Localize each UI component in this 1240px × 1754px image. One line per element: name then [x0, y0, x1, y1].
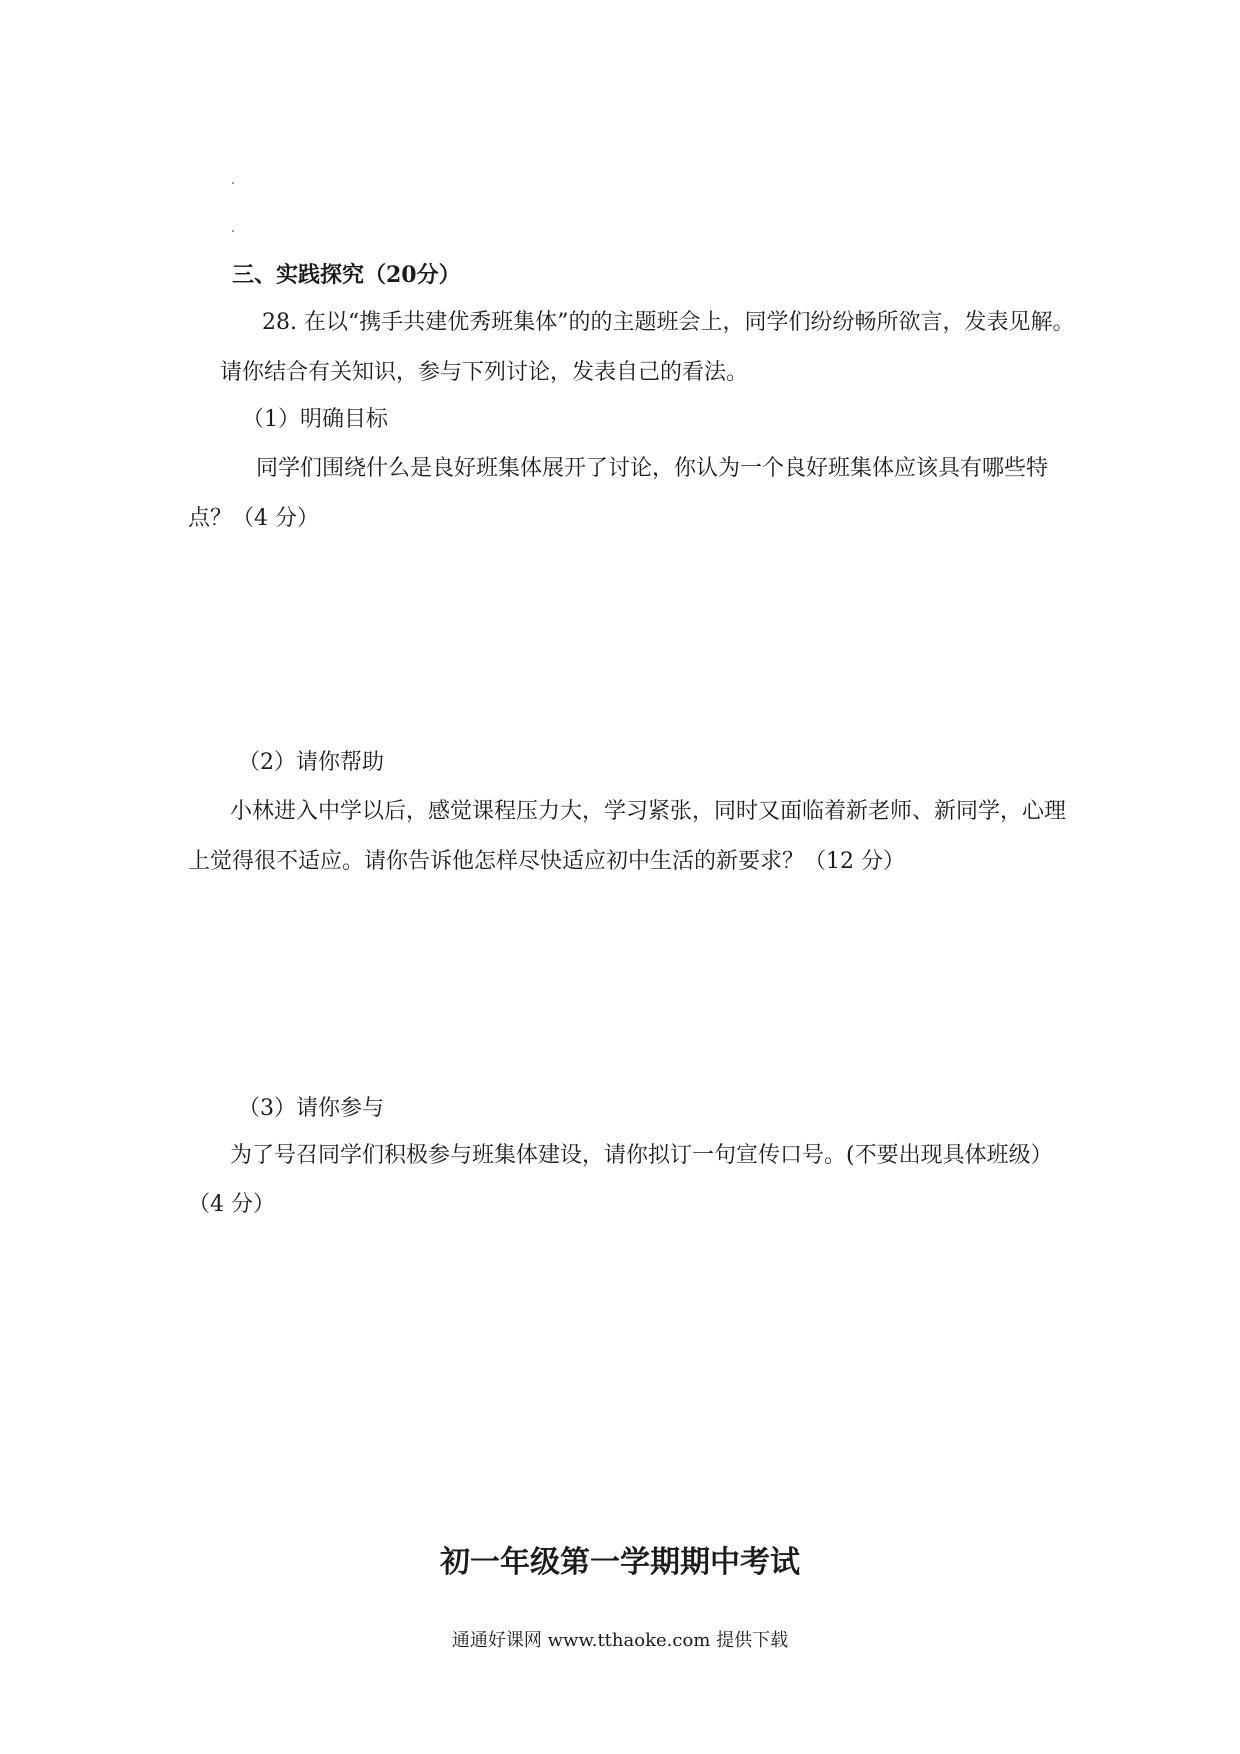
part-2-text-line-2: 上觉得很不适应。请你告诉他怎样尽快适应初中生活的新要求？（12 分） [188, 849, 905, 874]
part-1-text-line-1: 同学们围绕什么是良好班集体展开了讨论，你认为一个良好班集体应该具有哪些特 [256, 456, 1049, 481]
part-2-label: （2）请你帮助 [238, 750, 384, 775]
section-heading: 三、实践探究（20分） [232, 262, 461, 288]
scan-speck [232, 230, 234, 232]
question-28-intro-line-2: 请你结合有关知识，参与下列讨论，发表自己的看法。 [220, 360, 749, 385]
question-28-intro-line-1: 28. 在以“携手共建优秀班集体”的的主题班会上，同学们纷纷畅所欲言，发表见解。 [262, 310, 1075, 335]
part-1-text-line-2: 点？（4 分） [188, 506, 319, 531]
part-3-text-line-2: （4 分） [188, 1192, 275, 1217]
scan-speck [232, 182, 234, 184]
part-1-label: （1）明确目标 [242, 407, 388, 432]
part-2-text-line-1: 小林进入中学以后，感觉课程压力大，学习紧张，同时又面临着新老师、新同学，心理 [230, 799, 1067, 824]
part-3-label: （3）请你参与 [238, 1096, 384, 1121]
exam-title: 初一年级第一学期期中考试 [440, 1545, 800, 1580]
footer-download-note: 通通好课网 www.tthaoke.com 提供下载 [451, 1630, 789, 1651]
part-3-text-line-1: 为了号召同学们积极参与班集体建设，请你拟订一句宣传口号。(不要出现具体班级） [230, 1143, 1053, 1168]
